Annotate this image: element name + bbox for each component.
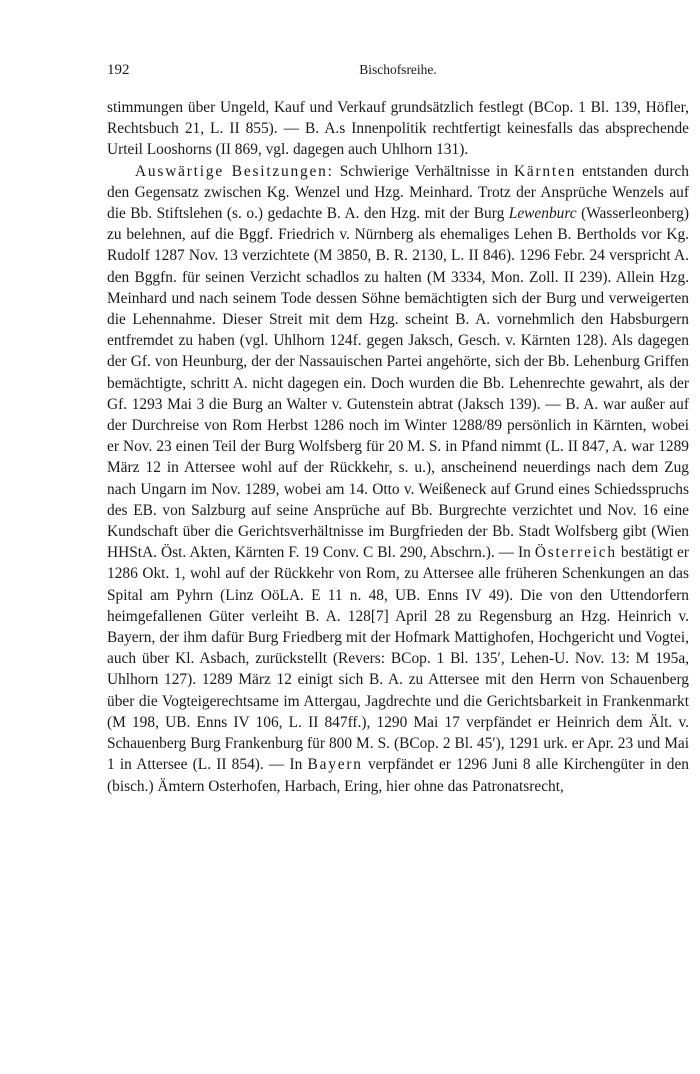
region-heading-bayern: Bayern xyxy=(307,756,363,774)
paragraph-foreign-holdings xyxy=(107,161,689,797)
region-heading-kaernten: Kärnten xyxy=(513,162,577,180)
page-number: 192 xyxy=(107,62,130,78)
running-head: Bischofsreihe. xyxy=(359,62,437,77)
text-segment: stimmungen über Ungeld, Kauf und Verkauf grundsätzlich festlegt (BCop. 1 Bl. 139, Höfler, Rechtsbuch 21, L. II 855). — B. A.s Innenpolitik rechtfertigt keinesfalls das absprechende Urteil Looshorns (II 869, vgl. dagegen auch Uhlhorn 131). xyxy=(107,99,689,159)
section-heading-auswaertige-besitzungen: Auswärtige Besitzungen: xyxy=(135,162,334,180)
page-header xyxy=(107,62,689,84)
paragraph-continuation xyxy=(107,97,689,161)
text-segment: Schwierige Verhältnisse in xyxy=(333,162,514,180)
text-segment: bestätigt er 1286 Okt. 1, wohl auf der Rückkehr von Rom, zu Attersee alle früheren Schenkungen an das Spital am Pyhrn (Linz OöLA. E 11 n. 48, UB. Enns IV 49). Die von den Uttendorfern heimgefallenen Güter verleiht B. A. 128[7] April 28 zu Regensburg an Hzg. Heinrich v. Bayern, der ihm dafür Burg Friedberg mit der Hofmark Mattighofen, Hochgericht und Vogtei, auch über Kl. Asbach, zurückstellt (Revers: BCop. 1 Bl. 135′, Lehen-U. Nov. 13: M 195a, Uhlhorn 127). 1289 März 12 einigt sich B. A. zu Attersee mit den Herrn von Schauenberg über die Vogteigerechtsame im Attergau, Jagdrechte und die Gerichtsbarkeit in Frankenmarkt (M 198, UB. Enns IV 106, L. II 847ff.), 1290 Mai 17 verpfändet er Heinrich dem Ält. v. Schauenberg Burg Frankenburg für 800 M. S. (BCop. 2 Bl. 45′), 1291 urk. er Apr. 23 und Mai 1 in Attersee (L. II 854). — In xyxy=(107,544,689,774)
text-segment: entstanden durch den Gegensatz zwischen Kg. Wenzel und Hzg. Meinhard. Trotz der Ansprüche Wenzels auf die Bb. Stiftslehen (s. o.) gedachte B. A. den Hzg. mit der Burg xyxy=(107,162,689,223)
region-heading-oesterreich: Österreich xyxy=(534,544,617,562)
text-segment: (Wasserleonberg) zu belehnen, auf die Bggf. Friedrich v. Nürnberg als ehemaliges Lehen B. Bertholds vor Kg. Rudolf 1287 Nov. 13 verzichtete (M 3850, B. R. 2130, L. II 846). 1296 Febr. 24 verspricht A. den Bggfn. für seinen Verzicht schadlos zu halten (M 3334, Mon. Zoll. II 239). Allein Hzg. Meinhard und nach seinem Tode dessen Söhne bemächtigten sich der Burg und verweigerten die Lehennahme. Dieser Streit mit dem Hzg. scheint B. A. vornehmlich den Habsburgern entfremdet zu haben (vgl. Uhlhorn 124f. gegen Jaksch, Gesch. v. Kärnten 128). Als dagegen der Gf. von Heunburg, der der Nassauischen Partei angehörte, sich der Bb. Lehenburg Griffen bemächtigte, schritt A. nicht dagegen ein. Doch wurden die Bb. Lehenrechte gewahrt, als der Gf. 1293 Mai 3 die Burg an Walter v. Gutenstein abtrat (Jaksch 139). — B. A. war außer auf der Durchreise von Rom Herbst 1286 noch im Winter 1288/89 persönlich in Kärnten, wobei er Nov. 23 einen Teil der Burg Wolfsberg für 20 M. S. in Pfand nimmt (L. II 847, A. war 1289 März 12 in Attersee wohl auf der Rückkehr, s. u.), anscheinend neuerdings nach dem Zug nach Ungarn im Nov. 1289, wobei am 14. Otto v. Weißeneck auf Grund eines Schiedsspruchs des EB. von Salzburg auf seine Ansprüche auf Bb. Burgrechte verzichtet und Nov. 16 eine Kundschaft über die Gerichtsverhältnisse im Burgfrieden der Bb. Stadt Wolfsberg gibt (Wien HHStA. Öst. Akten, Kärnten F. 19 Conv. C Bl. 290, Abschrn.). — In xyxy=(107,205,689,562)
text-segment: verpfändet er 1296 Juni 8 alle Kirchengüter in den (bisch.) Ämtern Osterhofen, Harbach, Ering, hier ohne das Patronatsrecht, xyxy=(107,756,689,795)
body-text xyxy=(107,97,689,797)
italic-term-lewenburc: Lewenburc xyxy=(508,205,577,223)
